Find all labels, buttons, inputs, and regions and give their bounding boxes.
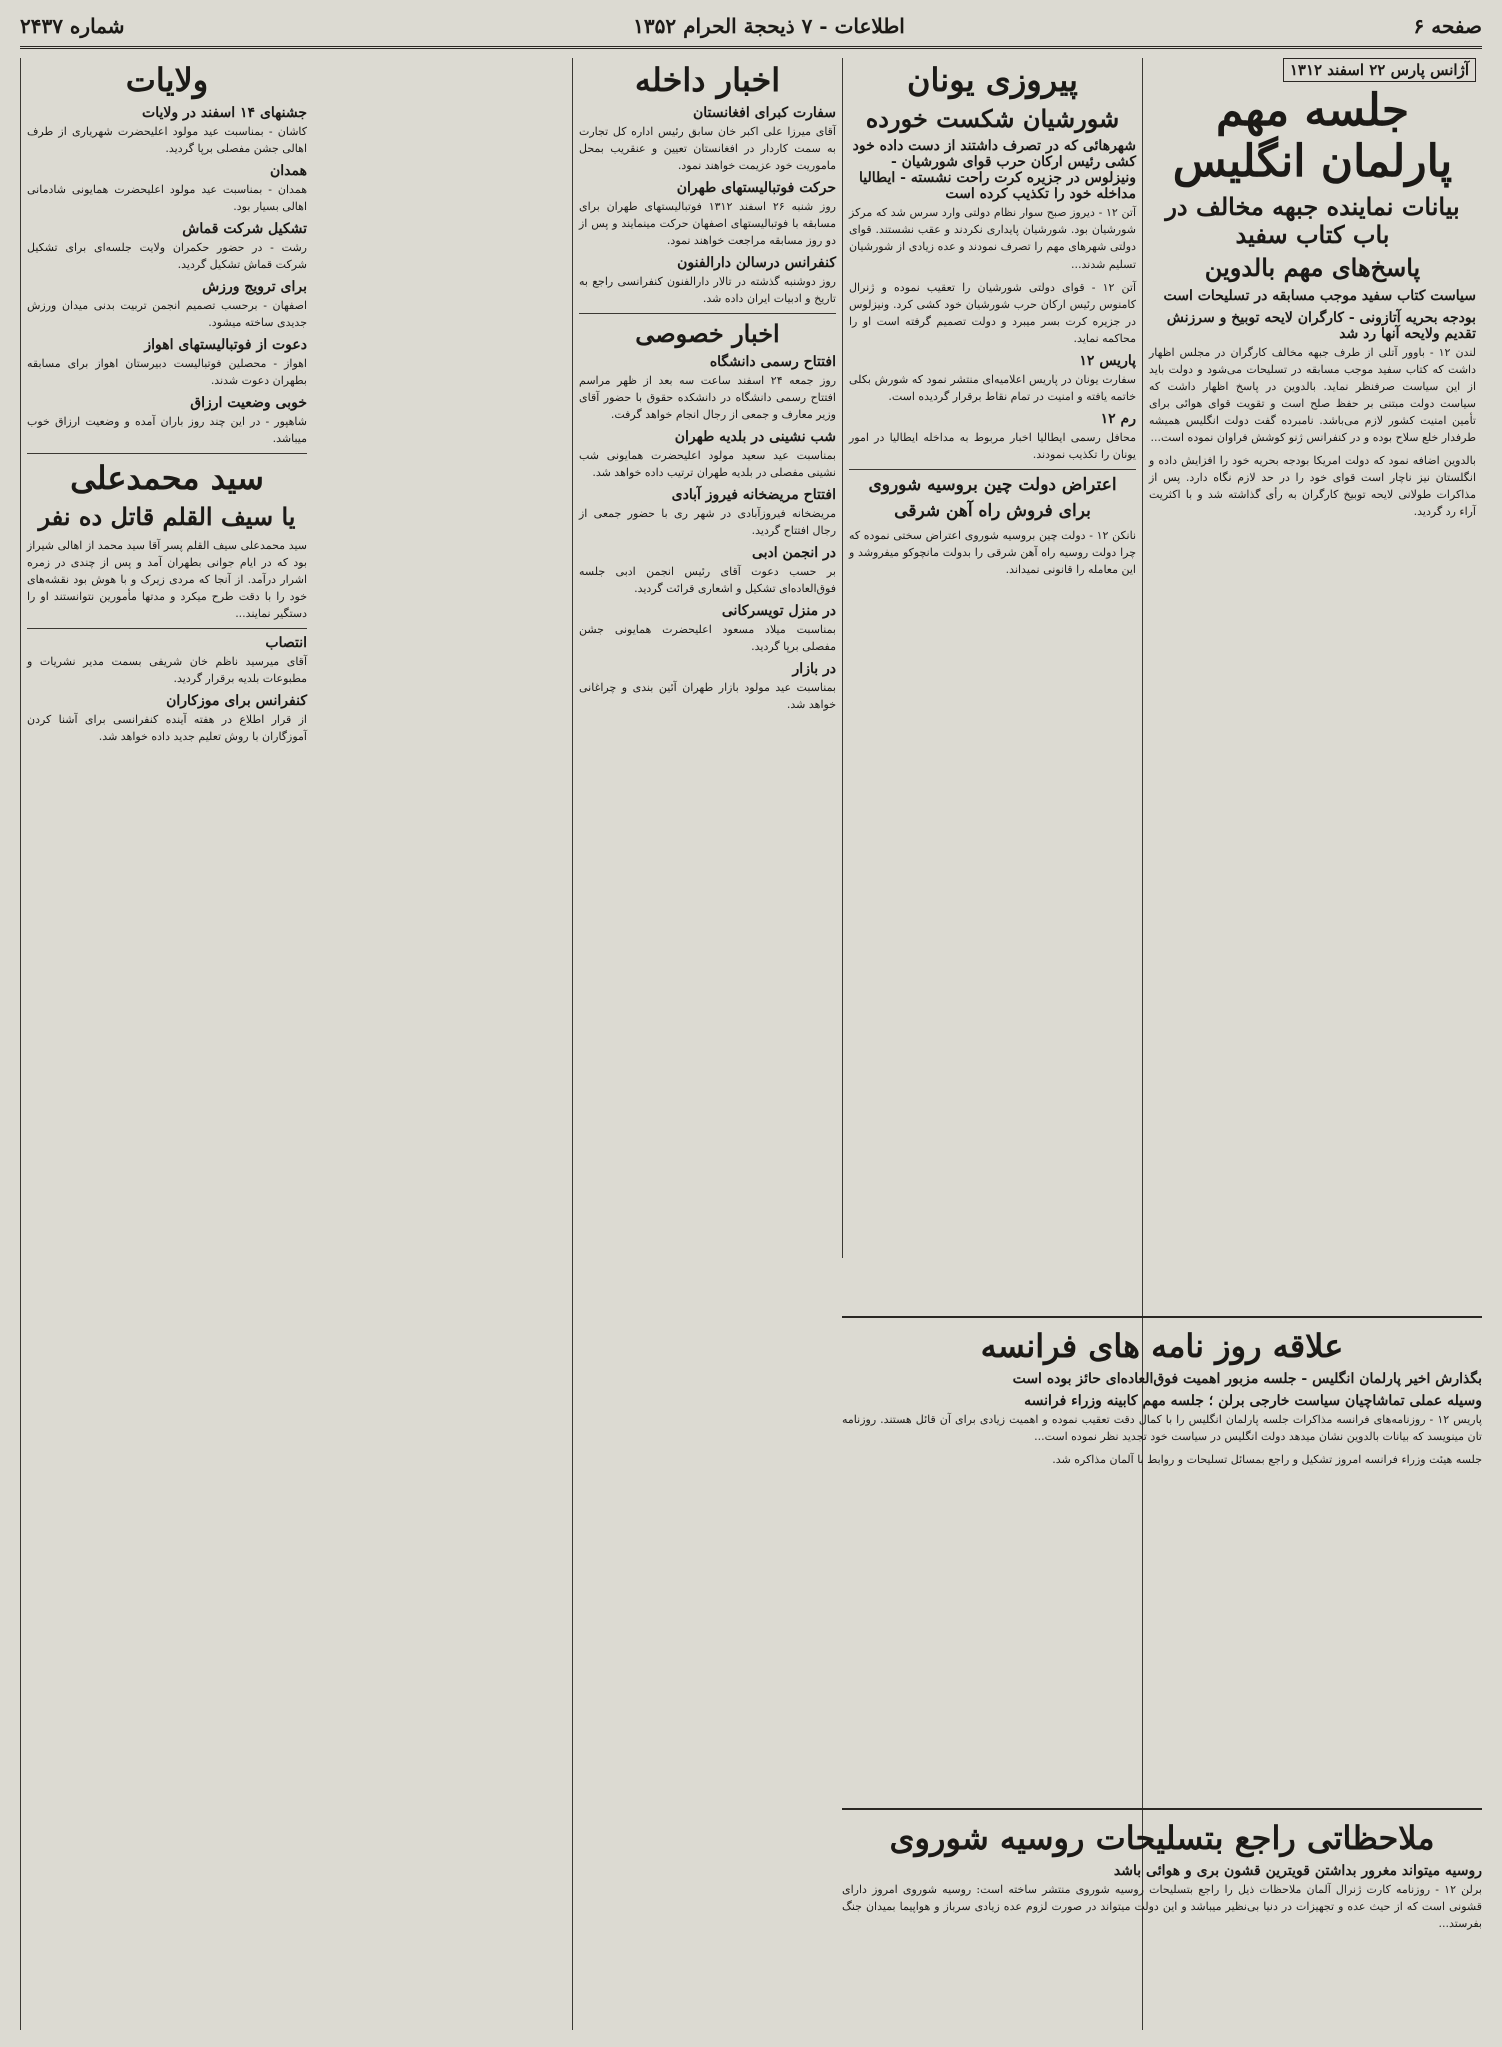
column-domestic — [572, 58, 842, 2030]
subhead-railway: برای فروش راه آهن شرقی — [894, 500, 1091, 521]
article-body-continued: آتن ۱۲ - قوای دولتی شورشیان را تعقیب نموده و ژنرال کامنوس رئیس ارکان حرب شورشیان خود کشی کرد. ونیزلوس در جزیره کرت بسر میبرد و دولت تصمیم گرفته است او را محاکمه نماید. — [849, 280, 1136, 345]
article-body: آتن ۱۲ - دیروز صبح سوار نظام دولتی وارد سرس شد که مرکز شورشیان بود. شورشیان پایداری نکردند و عقب نشستند. قوای دولتی شهرهای مهم را تصرف نمودند و عده زیادی از شورشیان تسلیم شدند... — [849, 206, 1136, 271]
headline-domestic: اخبار داخله — [634, 61, 781, 99]
headline-french-press: علاقه روز نامه های فرانسه — [980, 1327, 1344, 1365]
page-header — [20, 6, 1482, 49]
article-french-press — [842, 1316, 1482, 1474]
columns-container — [20, 58, 1482, 2030]
sub-municipality-party: شب نشینی در بلدیه طهران — [674, 428, 836, 445]
article-tuyserkani: بمناسبت میلاد مسعود اعلیحضرت همایونی جشن مفصلی برپا گردید. — [579, 623, 836, 654]
article-hamadan: همدان - بمناسبت عید مولود اعلیحضرت همایونی شادمانی اهالی بسیار بود. — [27, 182, 307, 213]
sub-celebrations: جشنهای ۱۴ اسفند در ولایات — [142, 104, 307, 121]
article-university: روز جمعه ۲۴ اسفند ساعت سه بعد از ظهر مراسم افتتاح رسمی دانشگاه در دانشکده حقوق با حضور آقای وزیر معارف و جمعی از رجال انجام خواهد گرفت. — [579, 373, 837, 421]
article-football: روز شنبه ۲۶ اسفند ۱۳۱۲ فوتبالیستهای طهران برای مسابقه با فوتبالیستهای اصفهان حرکت مینمایند و پس از دو روز مسابقه مراجعت خواهند نمود. — [579, 199, 836, 248]
sub-hamadan: همدان — [270, 162, 307, 179]
sub-conference: کنفرانس درسالن دارالفنون — [677, 255, 836, 272]
article-textile-company: رشت - در حضور حکمران ولایت جلسه‌ای برای تشکیل شرکت قماش تشکیل گردید. — [27, 240, 307, 272]
divider — [27, 628, 307, 629]
column-greece — [842, 58, 1142, 1258]
dateline-paris: پاریس ۱۲ — [1079, 352, 1136, 369]
subhead-rebels: شورشیان شکست خورده — [865, 103, 1120, 133]
deck-greece: شهرهائی که در تصرف داشتند از دست داده خود کشی رئیس ارکان حرب قوای شورشیان - ونیزلوس در جزیره کرت راحت نشسته - ایطالیا مداخله خود را تکذیب کرده است — [852, 138, 1136, 203]
divider — [27, 453, 307, 454]
article-body-continued: بالدوین اضافه نمود که دولت امریکا بودجه بحریه خود را افزایش داده و انگلستان نیز ناچار است قوای خود را در حد لازم نگاه دارد. پس از مذاکرات طولانی لایحه توبیخ کارگران به رأی گذاشته شد و با اکثریت آراء رد گردید. — [1149, 454, 1476, 519]
sub-teachers-conference: کنفرانس برای موزکاران — [166, 693, 307, 710]
deck-french-press: بگذارش اخیر پارلمان انگلیس - جلسه مزبور اهمیت فوق‌العاده‌ای حائز بوده است — [1012, 1370, 1482, 1387]
article-saif-ol-ghalam: سید محمدعلی سیف القلم پسر آقا سید محمد از اهالی شیراز بود که در ایام جوانی بطهران آمد و پس از چندی در زمره اشرار درآمد. از آنجا که مردی زیرک و با هوش بود نقشه‌های خود را با دقت طرح میکرد و مدتها مأمورین نتوانستند او را دستگیر نمایند... — [27, 538, 307, 620]
issue-number: شماره ۲۴۳۷ — [20, 14, 125, 38]
headline-china-protest: اعتراض دولت چین بروسیه شوروی — [868, 474, 1117, 495]
subhead-baldwin: پاسخ‌های مهم بالدوین — [1204, 253, 1421, 283]
divider — [579, 313, 836, 314]
article-bazaar: بمناسبت عید مولود بازار طهران آئین بندی و چراغانی خواهد شد. — [579, 681, 836, 712]
article-teachers-conference: از قرار اطلاع در هفته آینده کنفرانسی برای آشنا کردن آموزگاران با روش تعلیم جدید داده خواهد شد. — [27, 713, 307, 744]
sub-afghan-embassy: سفارت کبرای افغانستان — [693, 104, 836, 121]
article-body: لندن ۱۲ - باوور آتلی از طرف جبهه مخالف کارگران در مجلس اظهار داشت که کتاب سفید موجب مسابقه در تسلیحات می‌شود و دولت باید از این سیاست صرفنظر نماید. بالدوین در پاسخ اظهار داشت که سیاست دولت مبتنی بر حفظ صلح است و تقویت قوای هوائی برای تأمین امنیت کشور لازم می‌باشد. نامبرده گفت دولت انگلیس همیشه طرفدار خلع سلاح بوده و در کنفرانس ژنو کوشش فراوان نموده است... — [1149, 345, 1476, 445]
deck-arms-race: سیاست کتاب سفید موجب مسابقه در تسلیحات است — [1163, 287, 1476, 304]
headline-seyed-mohammad-ali: سید محمدعلی — [70, 459, 264, 498]
deck-soviet-arms: روسیه میتواند مغرور بداشتن قویترین قشون بری و هوائی باشد — [1113, 1862, 1482, 1879]
subhead-white-paper: بیانات نماینده جبهه مخالف در باب کتاب سفید — [1165, 192, 1460, 249]
article-paris: سفارت یونان در پاریس اعلامیه‌ای منتشر نمود که شورش بکلی خاتمه یافته و امنیت در تمام نقاط برقرار گردیده است. — [849, 372, 1136, 403]
column-provinces — [20, 58, 572, 2030]
sub-literary-society: در انجمن ادبی — [751, 545, 836, 562]
deck-french-cabinet: وسیله عملی تماشاچیان سیاست خارجی برلن ؛ جلسه مهم کابینه وزراء فرانسه — [1024, 1392, 1482, 1409]
page-number: صفحه ۶ — [1413, 14, 1482, 38]
headline-parliament: جلسه مهم پارلمان انگلیس — [1172, 85, 1453, 187]
headline-private-news: اخبار خصوصی — [635, 319, 780, 349]
sub-sports: برای ترویج ورزش — [202, 279, 307, 296]
article-kashan: کاشان - بمناسبت عید مولود اعلیحضرت شهریاری از طرف اهالی جشن مفصلی برپا گردید. — [27, 124, 307, 155]
headline-soviet-arms: ملاحظاتی راجع بتسلیحات روسیه شوروی — [889, 1819, 1435, 1857]
sub-provisions: خوبی وضعیت ارزاق — [190, 395, 307, 412]
sub-hospital: افتتاح مریضخانه فیروز آبادی — [671, 487, 836, 503]
subhead-saif-ol-ghalam: یا سیف القلم قاتل ده نفر — [38, 502, 296, 532]
article-china: نانکن ۱۲ - دولت چین بروسیه شوروی اعتراض سختی نموده که چرا دولت روسیه راه آهن شرقی را بدولت مانچوکو میفروشد و این معامله را قانونی نمیداند. — [849, 529, 1137, 577]
article-soviet-arms — [842, 1808, 1482, 1938]
article-body-continued: جلسه هیئت وزراء فرانسه امروز تشکیل و راجع بمسائل تسلیحات و روابط با آلمان مذاکره شد. — [1052, 1452, 1482, 1466]
deck-naval-budget: بودجه بحریه آتازونی - کارگران لایحه توبیخ و سرزنش تقدیم ولایحه آنها رد شد — [1166, 309, 1476, 342]
article-ahvaz-football: اهواز - محصلین فوتبالیست دبیرستان اهواز برای مسابقه بطهران دعوت شدند. — [27, 357, 307, 388]
column-parliament — [1142, 58, 1482, 2030]
agency-dateline: آژانس پارس ۲۲ اسفند ۱۳۱۲ — [1283, 58, 1476, 82]
sub-ahvaz-football: دعوت از فوتبالیستهای اهواز — [144, 337, 307, 354]
dateline-rome: رم ۱۲ — [1100, 410, 1136, 427]
headline-greece: پیروزی یونان — [907, 61, 1078, 99]
article-appointment: آقای میرسید ناظم خان شریفی بسمت مدیر نشریات و مطبوعات بلدیه برقرار گردید. — [27, 654, 307, 686]
article-literary-society: بر حسب دعوت آقای رئیس انجمن ادبی جلسه فوق‌العاده‌ای تشکیل و اشعاری قرائت گردید. — [579, 565, 836, 596]
article-municipality-party: بمناسبت عید سعید مولود اعلیحضرت همایونی شب نشینی مفصلی در بلدیه طهران ترتیب داده خواهد شد. — [579, 448, 836, 479]
divider — [849, 469, 1136, 470]
article-hospital: مریضخانه فیروزآبادی در شهر ری با حضور جمعی از رجال افتتاح گردید. — [579, 507, 836, 538]
sub-bazaar: در بازار — [792, 661, 836, 678]
headline-provinces: ولایات — [125, 61, 209, 99]
article-afghan-embassy: آقای میرزا علی اکبر خان سابق رئیس اداره کل تجارت به سمت کاردار در افغانستان تعیین و عنقریب بمحل ماموریت خود عزیمت خواهند نمود. — [579, 124, 836, 172]
article-body: برلن ۱۲ - روزنامه کارت ژنرال آلمان ملاحظات ذیل را راجع بتسلیحات روسیه شوروی منتشر ساخته است: روسیه شوروی امروز دارای قشونی است که از حیث عده و تجهیزات در دنیا بی‌نظیر میباشد و این دولت میتواند در صورت لزوم عده زیادی سرباز و هواپیما بمیدان جنگ بفرستد... — [842, 1882, 1482, 1930]
article-body: پاریس ۱۲ - روزنامه‌های فرانسه مذاکرات جلسه پارلمان انگلیس را با کمال دقت تعقیب نموده و اهمیت زیادی برای آن قائل هستند. روزنامه تان مینویسد که بیانات بالدوین نشان میدهد دولت انگلیس در سیاست خود تجدید نظر نموده است... — [842, 1412, 1482, 1443]
article-rome: محافل رسمی ایطالیا اخبار مربوط به مداخله ایطالیا در امور یونان را تکذیب نمودند. — [849, 430, 1136, 461]
sub-appointment: انتصاب — [265, 634, 307, 651]
newspaper-dateline: اطلاعات - ۷ ذیحجة الحرام ۱۳۵۲ — [633, 14, 905, 38]
sub-textile-company: تشکیل شرکت قماش — [182, 220, 307, 237]
sub-football: حرکت فوتبالیستهای طهران — [676, 179, 836, 196]
article-provisions: شاهپور - در این چند روز باران آمده و وضعیت ارزاق خوب میباشد. — [27, 415, 307, 446]
article-conference: روز دوشنبه گذشته در تالار دارالفنون کنفرانسی راجع به تاریخ و ادبیات ایران داده شد. — [579, 275, 836, 306]
sub-university: افتتاح رسمی دانشگاه — [709, 353, 836, 370]
sub-tuyserkani: در منزل تویسرکانی — [721, 603, 836, 620]
article-sports: اصفهان - برحسب تصمیم انجمن تربیت بدنی میدان ورزش جدیدی ساخته میشود. — [27, 299, 307, 330]
